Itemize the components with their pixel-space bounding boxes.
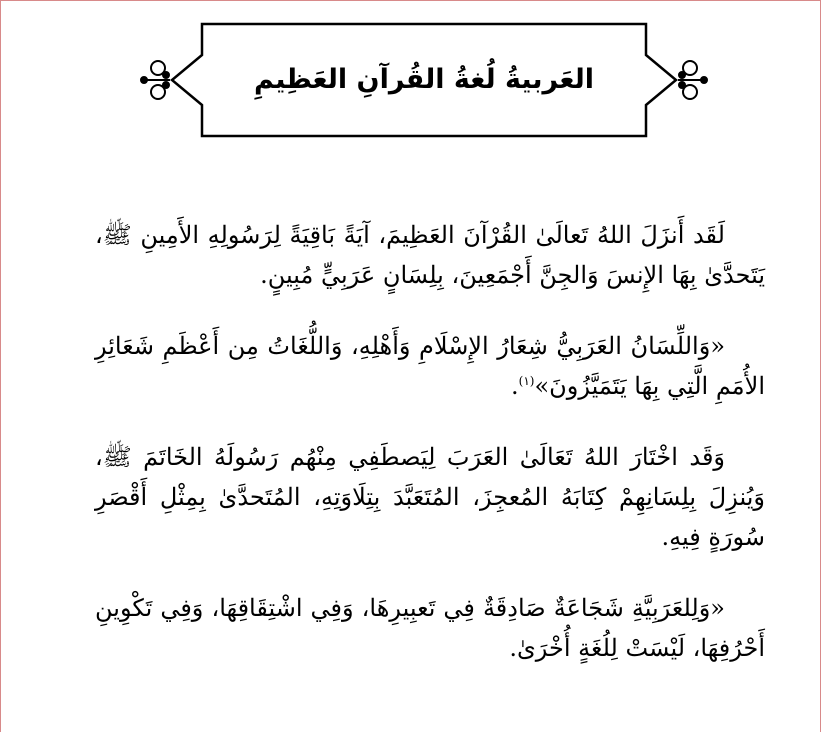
paragraph-text: «وَلِلعَرَبِيَّةِ شَجَاعَةٌ صَادِقَةٌ فِي تَعبِيرِهَا، وَفِي اشْتِقَاقِهَا، وَفِي تَكْوِينِ أَحْرُفِهَا، لَيْسَتْ لِلُغَةٍ أُخْرَىٰ. xyxy=(95,594,765,662)
right-flourish-icon xyxy=(678,61,707,99)
paragraph-text: «وَاللِّسَانُ العَرَبِيُّ شِعَارُ الإِسْلَامِ وَأَهْلِهِ، وَاللُّغَاتُ مِن أَعْظَمِ شَعَائِرِ الأُمَمِ الَّتِي بِهَا يَتَمَيَّزُونَ» xyxy=(95,332,765,400)
page-title: العَربيةُ لُغةُ القُرآنِ العَظِيمِ xyxy=(254,64,594,95)
paragraph-2 xyxy=(95,326,765,406)
paragraph-end-mark: . xyxy=(511,372,519,400)
left-flourish-icon xyxy=(141,61,170,99)
paragraph-1 xyxy=(95,215,765,295)
body-text xyxy=(95,215,765,668)
title-frame xyxy=(140,20,708,140)
paragraph-3 xyxy=(95,437,765,557)
paragraph-text: لَقَد أَنزَلَ اللهُ تَعالَىٰ القُرْآنَ العَظِيمَ، آيَةً بَاقِيَةً لِرَسُولِهِ الأَمِينِ ﷺ، يَتَحدَّىٰ بِهَا الإِنسَ وَالجِنَّ أَجْمَعِينَ، بِلِسَانٍ عَرَبِيٍّ مُبِينٍ. xyxy=(95,221,765,289)
footnote-marker: (١) xyxy=(518,374,535,388)
paragraph-4 xyxy=(95,588,765,668)
paragraph-text: وَقَد اخْتَارَ اللهُ تَعَالَىٰ العَرَبَ لِيَصطَفِي مِنْهُم رَسُولَهُ الخَاتَمَ ﷺ، وَيُنزِلَ بِلِسَانِهِمْ كِتَابَهُ المُعجِزَ، المُتَعَبَّدَ بِتِلَاوَتِهِ، المُتَحدَّىٰ بِمِثْلِ أَقْصَرِ سُورَةٍ فِيهِ. xyxy=(95,443,765,551)
